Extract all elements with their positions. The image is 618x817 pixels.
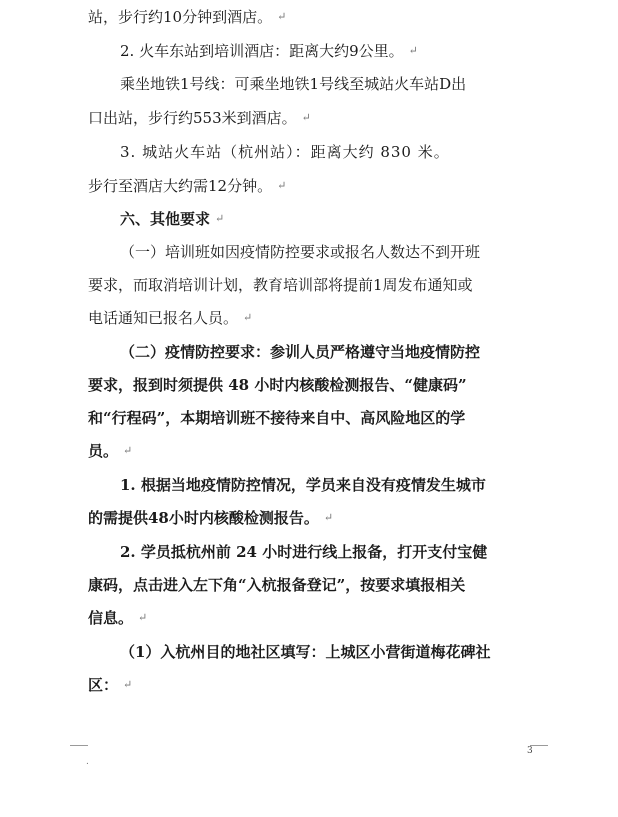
text-line-content: 员。: [88, 442, 119, 460]
text-line: [0, 468, 618, 502]
text-line-content: 站，步行约10分钟到酒店。: [88, 8, 273, 26]
text-line-content: 乘坐地铁1号线：可乘坐地铁1号线至城站火车站D出: [120, 75, 467, 93]
text-line-content: 要求，而取消培训计划，教育培训部将提前1周发布通知或: [88, 276, 473, 294]
text-line: [0, 301, 618, 335]
text-line-content: 的需提供48小时内核酸检测报告。: [88, 509, 319, 527]
text-line-content: 口出站，步行约553米到酒店。: [88, 109, 297, 127]
text-line-content: 和“行程码”，本期培训班不接待来自中、高风险地区的学: [88, 409, 466, 427]
text-line: [0, 368, 618, 402]
paragraph-mark-icon: ↵: [301, 111, 311, 124]
text-line: [0, 434, 618, 468]
text-line-content: 区：: [88, 676, 119, 694]
text-line-content: 要求，报到时须提供 48 小时内核酸检测报告、“健康码”: [88, 376, 467, 394]
text-line: [0, 601, 618, 635]
paragraph-mark-icon: ↵: [408, 44, 418, 57]
text-line-content: 电话通知已报名人员。: [88, 309, 239, 327]
text-line: [0, 67, 618, 101]
text-line-content: 1. 根据当地疫情防控情况，学员来自没有疫情发生城市: [120, 476, 486, 494]
footer-paragraph-mark: .: [86, 757, 89, 767]
text-line: [0, 34, 618, 68]
text-line-content: 2. 学员抵杭州前 24 小时进行线上报备，打开支付宝健: [120, 543, 488, 561]
text-line-content: 2. 火车东站到培训酒店：距离大约9公里。: [120, 42, 404, 60]
text-line: [0, 668, 618, 702]
text-line: [0, 235, 618, 269]
text-line: [0, 535, 618, 569]
text-line: [0, 635, 618, 669]
text-line-content: （一）培训班如因疫情防控要求或报名人数达不到开班: [120, 243, 481, 261]
text-line-content: 康码，点击进入左下角“入杭报备登记”，按要求填报相关: [88, 576, 466, 594]
text-line: [0, 101, 618, 135]
section-heading: [0, 202, 618, 236]
text-line-content: （1）入杭州目的地社区填写：上城区小营街道梅花碑社: [120, 643, 491, 661]
text-line: [0, 0, 618, 34]
text-line: [0, 135, 618, 169]
section-heading-text: 六、其他要求: [120, 210, 211, 228]
text-line-content: 3. 城站火车站（杭州站）：距离大约 830 米。: [120, 143, 450, 161]
paragraph-mark-icon: ↵: [277, 10, 287, 23]
text-line-content: 信息。: [88, 609, 134, 627]
paragraph-mark-icon: ↵: [323, 511, 334, 524]
text-line-content: 步行至酒店大约需12分钟。: [88, 177, 273, 195]
paragraph-mark-icon: ↵: [123, 444, 133, 457]
paragraph-mark-icon: ↵: [243, 311, 253, 324]
paragraph-mark-icon: ↵: [277, 179, 287, 192]
paragraph-mark-icon: ↵: [215, 212, 225, 225]
text-line: [0, 401, 618, 435]
text-line: [0, 169, 618, 203]
paragraph-mark-icon: ↵: [123, 678, 133, 691]
page-number: 3: [527, 746, 533, 756]
text-line: [0, 568, 618, 602]
text-line: [0, 335, 618, 369]
paragraph-mark-icon: ↵: [138, 611, 148, 624]
text-line: [0, 501, 618, 535]
margin-corner-left: [70, 745, 88, 746]
text-line-content: （二）疫情防控要求：参训人员严格遵守当地疫情防控: [120, 343, 481, 361]
text-line: [0, 268, 618, 302]
